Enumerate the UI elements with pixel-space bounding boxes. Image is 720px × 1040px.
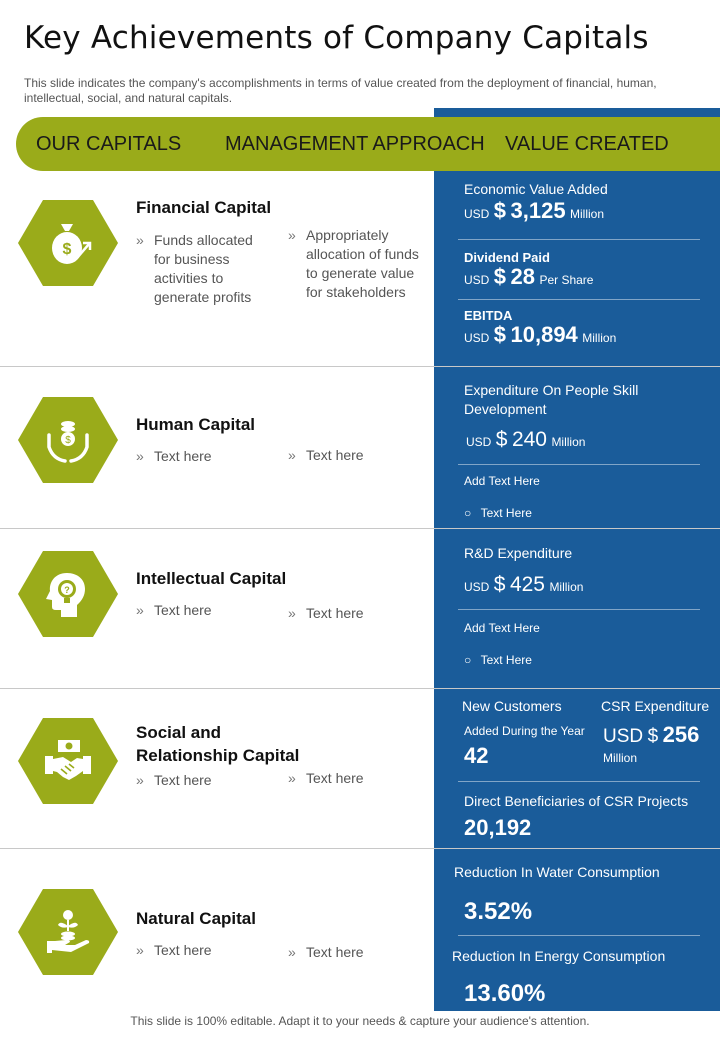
capital-title: Social and Relationship Capital bbox=[136, 723, 300, 765]
value-amount: USD $ 28 Per Share bbox=[464, 264, 594, 289]
value-amount: USD $ 425 Million bbox=[464, 573, 584, 596]
new-customers-sublabel: Added During the Year bbox=[464, 724, 585, 738]
csr-expenditure-label: CSR Expenditure bbox=[601, 698, 710, 714]
value-label: Economic Value Added bbox=[464, 181, 608, 197]
value-divider bbox=[458, 935, 700, 936]
value-divider bbox=[458, 781, 700, 782]
value-label: EBITDA bbox=[464, 308, 513, 323]
value-label: Expenditure On People Skill Development bbox=[464, 382, 639, 417]
social-capital-hexagon bbox=[18, 718, 118, 804]
circle-bullet-icon: ○ bbox=[464, 506, 472, 520]
add-text-label: Add Text Here bbox=[464, 621, 540, 635]
capital-title: Intellectual Capital bbox=[136, 569, 287, 588]
bullet-chevron: » bbox=[136, 448, 144, 464]
head-lightbulb-icon bbox=[43, 569, 93, 619]
value-divider bbox=[458, 239, 700, 240]
water-reduction-label: Reduction In Water Consumption bbox=[454, 864, 660, 880]
capital-title: Natural Capital bbox=[136, 909, 256, 928]
new-customers-label: New Customers bbox=[462, 698, 562, 714]
value-amount: USD $ 3,125 Million bbox=[464, 198, 605, 223]
bullet-chevron: » bbox=[288, 447, 296, 463]
row-divider bbox=[0, 688, 720, 689]
page-title: Key Achievements of Company Capitals bbox=[24, 20, 649, 56]
bullet-chevron: » bbox=[288, 605, 296, 621]
value-amount: USD $ 240 Million bbox=[466, 428, 586, 451]
value-divider bbox=[458, 464, 700, 465]
bullet-chevron: » bbox=[288, 944, 296, 960]
intellectual-capital-hexagon bbox=[18, 551, 118, 637]
money-bag-growth-icon bbox=[43, 218, 93, 268]
add-text-label: Add Text Here bbox=[464, 474, 540, 488]
capital-title: Financial Capital bbox=[136, 198, 272, 217]
beneficiaries-label: Direct Beneficiaries of CSR Projects bbox=[464, 793, 689, 809]
human-capital-hexagon bbox=[18, 397, 118, 483]
page-subtitle: This slide indicates the company's accomplishments in terms of value created from the deployment of financial, human, intellectual, social, and natural capitals. bbox=[24, 76, 657, 105]
row-divider bbox=[0, 366, 720, 367]
svg-text:?: ? bbox=[64, 585, 70, 595]
bullet-chevron: » bbox=[136, 602, 144, 618]
sub-text-item: ○ Text Here bbox=[464, 506, 532, 520]
bullet-chevron: » bbox=[288, 770, 296, 786]
energy-reduction-label: Reduction In Energy Consumption bbox=[452, 948, 666, 964]
bullet-chevron: » bbox=[136, 772, 144, 788]
footer-note: This slide is 100% editable. Adapt it to your needs & capture your audience's attention. bbox=[130, 1014, 590, 1028]
energy-reduction-value: 13.60% bbox=[464, 980, 546, 1007]
natural-capital-hexagon bbox=[18, 889, 118, 975]
bullet-chevron: » bbox=[136, 232, 144, 248]
new-customers-value: 42 bbox=[464, 743, 489, 768]
bullet-chevron: » bbox=[288, 227, 296, 243]
svg-text:$: $ bbox=[62, 241, 72, 258]
water-reduction-value: 3.52% bbox=[464, 898, 533, 925]
financial-capital-hexagon bbox=[18, 200, 118, 286]
bullet-chevron: » bbox=[136, 942, 144, 958]
csr-expenditure-unit: Million bbox=[603, 751, 638, 765]
header-value-created: VALUE CREATED bbox=[505, 133, 669, 155]
value-label: R&D Expenditure bbox=[464, 545, 573, 561]
beneficiaries-value: 20,192 bbox=[464, 815, 532, 840]
value-amount: USD $ 10,894 Million bbox=[464, 322, 617, 347]
circle-bullet-icon: ○ bbox=[464, 653, 472, 667]
csr-expenditure-amount: USD $ 256 bbox=[603, 722, 700, 747]
handshake-money-icon bbox=[43, 736, 93, 786]
row-divider bbox=[0, 528, 720, 529]
column-header-bar bbox=[16, 117, 720, 171]
capital-title: Human Capital bbox=[136, 415, 256, 434]
svg-text:$: $ bbox=[65, 435, 71, 446]
hand-plant-coin-icon bbox=[43, 907, 93, 957]
sub-text-item: ○ Text Here bbox=[464, 653, 532, 667]
header-management-approach: MANAGEMENT APPROACH bbox=[225, 133, 485, 155]
hands-coins-icon bbox=[43, 415, 93, 465]
header-our-capitals: OUR CAPITALS bbox=[36, 133, 182, 155]
row-divider bbox=[0, 848, 720, 849]
value-label: Dividend Paid bbox=[464, 250, 550, 265]
value-divider bbox=[458, 299, 700, 300]
value-divider bbox=[458, 609, 700, 610]
